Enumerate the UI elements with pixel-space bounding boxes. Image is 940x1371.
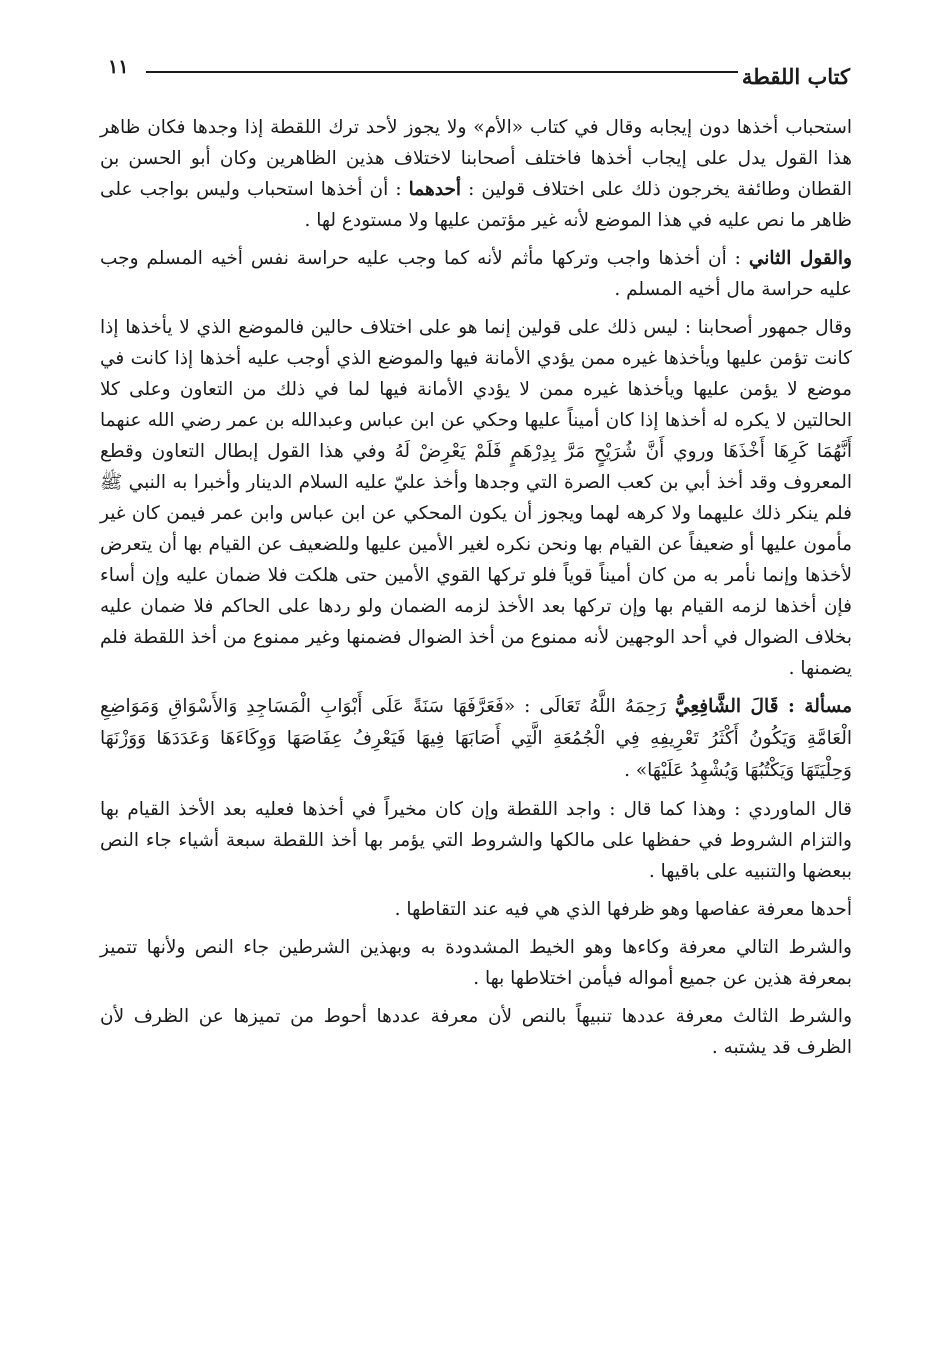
- paragraph-text: : أن أخذها واجب وتركها مأثم لأنه كما وجب عليه حراسة نفس أخيه المسلم وجب عليه حراسة مال أخيه المسلم .: [100, 248, 852, 300]
- paragraph-text: والشرط التالي معرفة وكاءها وهو الخيط المشدودة به وبهذين الشرطين جاء النص ولأنها تتميز بمعرفة هذين عن جميع أمواله فيأمن اختلاطها بها .: [100, 937, 852, 989]
- paragraph-lead: والقول الثاني: [748, 248, 852, 269]
- paragraph-2: [100, 243, 852, 305]
- paragraph-tail: : أن أخذها استحباب وليس بواجب على ظاهر ما نص عليه في هذا الموضع لأنه غير مؤتمن عليها ولا مستودع لها .: [100, 179, 852, 231]
- page-header: [108, 56, 850, 96]
- header-rule: [146, 71, 738, 73]
- body-text: [100, 112, 852, 1070]
- paragraph-5: [100, 794, 852, 887]
- paragraph-1: [100, 112, 852, 236]
- paragraph-text: والشرط الثالث معرفة عددها تنبيهاً بالنص لأن معرفة عددها أحوط من تميزها عن الظرف لأن الظرف قد يشتبه .: [100, 1006, 852, 1058]
- paragraph-text: قال الماوردي : وهذا كما قال : واجد اللقطة وإن كان مخيراً في أخذها فعليه بعد الأخذ القيام بها والتزام الشروط في حفظها على مالكها والشروط التي يؤمر بها أخذ اللقطة سبعة أشياء جاء النص ببعضها والتنبيه على باقيها .: [100, 799, 852, 882]
- paragraph-7: [100, 932, 852, 994]
- paragraph-lead: مسألة : قَالَ الشَّافِعِيُّ: [674, 696, 852, 717]
- paragraph-6: [100, 894, 852, 925]
- paragraph-8: [100, 1001, 852, 1063]
- paragraph-text: وقال جمهور أصحابنا : ليس ذلك على قولين إنما هو على اختلاف حالين فالموضع الذي لا يأخذها إذا كانت تؤمن عليها ويأخذها غيره ممن يؤدي الأمانة فيها والموضع الذي أوجب عليه أخذها إذا كانت في موضع لا يؤمن عليها ويأخذها غيره ممن لا يؤدي الأمانة فيها لما في ذلك من التعاون وعلى كلا الحالتين لا يكره له أخذها إذا كان أميناً عليها وحكي عن ابن عباس وعبدالله بن عمر رضي الله عنهما أَنَّهُمَا كَرِهَا أَخْذَهَا وروي أَنَّ شُرَيْحٍ مَرَّ بِدِرْهَمٍ فَلَمْ يَعْرِضْ لَهُ وفي هذا القول إبطال التعاون وقطع المعروف وقد أخذ أبي بن كعب الصرة التي وجدها وأخذ عليّ عليه السلام الدينار وأخبرا به النبي ﷺ فلم ينكر ذلك عليهما ولا كرهه لهما ويجوز أن يكون المحكي عن ابن عباس وابن عمر فيمن كان غير مأمون عليها أو ضعيفاً عن القيام بها ونحن نكره لغير الأمين عليها وللضعيف عن القيام بها أن يتعرض لأخذها وإنما نأمر به من كان أميناً قوياً فلو تركها القوي الأمين حتى هلكت فلا ضمان عليه وإن أساء فإن أخذها لزمه القيام بها وإن تركها بعد الأخذ لزمه الضمان ولو ردها على الحاكم فلا ضمان عليه بخلاف الضوال في أحد الوجهين لأنه ممنوع من أخذ الضوال فضمنها وغير ممنوع من أخذ اللقطة فلم يضمنها .: [100, 317, 852, 679]
- book-title: كتاب اللقطة: [741, 64, 850, 89]
- paragraph-text: استحباب أخذها دون إيجابه وقال في كتاب «الأم» ولا يجوز لأحد ترك اللقطة إذا وجدها فكان ظاهر هذا القول يدل على إيجاب أخذها فاختلف أصحابنا لاختلاف هذين الظاهرين وكان أبو الحسن بن القطان وطائفة يخرجون ذلك على اختلاف قولين :: [100, 117, 852, 200]
- paragraph-text: رَحِمَهُ اللَّهُ تَعَالَى : «فَعَرَّفَهَا سَنَةً عَلَى أَبْوَابِ الْمَسَاجِدِ وَالأَسْوَاقِ وَمَوَاضِعِ الْعَامَّةِ وَيَكُونُ أَكْثَرُ تَعْرِيفِهِ فِي الْجُمُعَةِ الَّتِي أَصَابَهَا فِيهَا فَيَعْرِفُ عِفَاصَهَا وَوِكَاءَهَا وَعَدَدَهَا وَوَزْنَهَا وَحِلْيَتَهَا وَيَكْتُبُهَا وَيُشْهِدُ عَلَيْهَا» .: [100, 696, 852, 781]
- paragraph-3: [100, 312, 852, 684]
- paragraph-text: أحدها معرفة عفاصها وهو ظرفها الذي هي فيه عند التقاطها .: [394, 899, 852, 920]
- paragraph-masala: [100, 691, 852, 787]
- paragraph-bold: أحدهما: [408, 179, 462, 200]
- page-number: ١١: [108, 56, 129, 78]
